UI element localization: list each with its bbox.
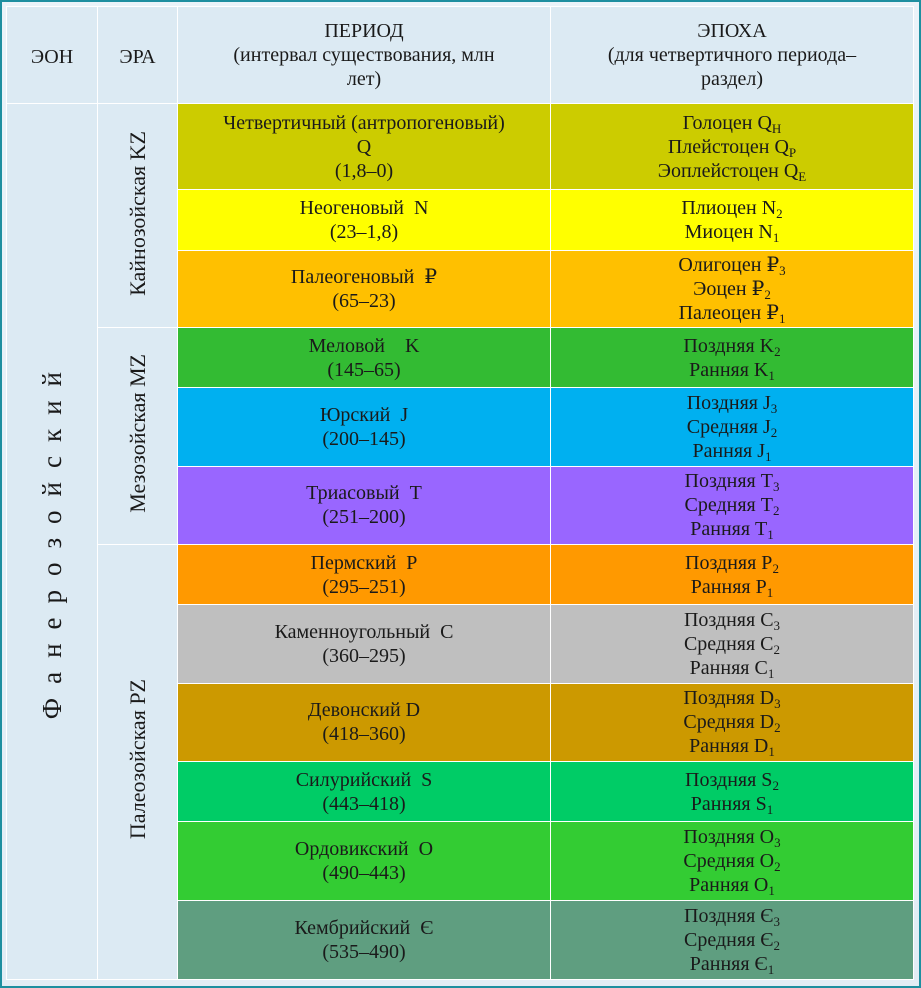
epoch-name: Средняя O xyxy=(683,849,775,872)
epoch-item xyxy=(551,873,913,897)
epoch-name: Ранняя K xyxy=(689,358,769,381)
header-period-line: лет) xyxy=(346,68,382,90)
period-line: Палеогеновый ₽ xyxy=(290,265,438,288)
epoch-index: 2 xyxy=(764,286,771,302)
epoch-index: 1 xyxy=(772,230,780,246)
epoch-item xyxy=(551,111,913,135)
epoch-cell xyxy=(551,683,914,761)
table-body xyxy=(7,104,914,980)
period-cell xyxy=(178,190,551,250)
epoch-name: Палеоцен ₽ xyxy=(678,301,779,324)
epoch-item xyxy=(551,135,913,159)
epoch-index: H xyxy=(771,120,782,136)
eon-name: Фанерозойский xyxy=(36,358,67,720)
epoch-index: 2 xyxy=(774,720,781,736)
period-line: (490–443) xyxy=(322,861,406,884)
epoch-item xyxy=(551,493,913,517)
epoch-name: Ранняя S xyxy=(690,792,767,815)
epoch-index: 1 xyxy=(765,448,772,464)
epoch-name: Средняя T xyxy=(684,494,773,517)
period-cell xyxy=(178,605,551,683)
epoch-index: 3 xyxy=(774,834,781,850)
period-line: (251–200) xyxy=(322,506,406,529)
epoch-name: Средняя J xyxy=(686,415,771,438)
epoch-name: Голоцен Q xyxy=(682,111,772,134)
epoch-index: 2 xyxy=(773,641,781,657)
epoch-index: 1 xyxy=(778,310,786,326)
epoch-name: Средняя Є xyxy=(684,928,774,951)
epoch-item xyxy=(551,656,913,680)
epoch-index: 1 xyxy=(767,665,775,681)
epoch-item xyxy=(551,768,913,792)
epoch-item xyxy=(551,159,913,183)
table-row xyxy=(7,328,914,388)
epoch-item xyxy=(551,439,913,463)
epoch-index: 1 xyxy=(768,744,775,760)
epoch-item xyxy=(551,904,913,928)
epoch-item xyxy=(551,334,913,358)
epoch-item xyxy=(551,469,913,493)
period-cell xyxy=(178,544,551,604)
epoch-name: Поздняя D xyxy=(683,687,775,710)
epoch-name: Ранняя C xyxy=(689,656,768,679)
epoch-item xyxy=(551,517,913,541)
epoch-item xyxy=(551,952,913,976)
period-line: (65–23) xyxy=(332,289,396,312)
period-cell xyxy=(178,822,551,900)
epoch-name: Средняя D xyxy=(683,711,775,734)
epoch-name: Средняя C xyxy=(683,632,774,655)
epoch-item xyxy=(551,575,913,599)
epoch-index: 2 xyxy=(770,424,778,440)
epoch-item xyxy=(551,391,913,415)
period-line: (360–295) xyxy=(322,644,406,667)
era-cell xyxy=(98,328,178,545)
epoch-name: Ранняя T xyxy=(690,518,768,541)
epoch-cell xyxy=(551,190,914,250)
epoch-item xyxy=(551,301,913,325)
epoch-item xyxy=(551,277,913,301)
epoch-index: 2 xyxy=(774,858,781,874)
era-name: Кайнозойская KZ xyxy=(124,130,150,296)
eon-cell xyxy=(7,104,98,980)
epoch-name: Поздняя T xyxy=(684,470,773,493)
period-line: Девонский D xyxy=(307,699,421,722)
period-cell xyxy=(178,328,551,388)
epoch-name: Поздняя S xyxy=(685,768,773,791)
header-period-line: ПЕРИОД xyxy=(324,20,404,42)
epoch-cell xyxy=(551,544,914,604)
period-line: (23–1,8) xyxy=(329,221,399,244)
header-epoch xyxy=(551,7,914,104)
epoch-index: 3 xyxy=(772,479,780,495)
epoch-name: Поздняя O xyxy=(683,825,775,848)
period-line: Четвертичный (антропогеновый) xyxy=(223,111,505,134)
period-cell xyxy=(178,466,551,544)
epoch-cell xyxy=(551,761,914,821)
period-line: Каменноугольный C xyxy=(274,620,454,643)
epoch-item xyxy=(551,632,913,656)
epoch-index: 1 xyxy=(766,801,774,817)
header-epoch-line: (для четвертичного периода– xyxy=(607,44,857,66)
epoch-item xyxy=(551,608,913,632)
epoch-item xyxy=(551,415,913,439)
epoch-index: 3 xyxy=(779,262,786,278)
period-line: (145–65) xyxy=(327,358,401,381)
period-line: Пермский P xyxy=(310,551,418,574)
epoch-index: 2 xyxy=(772,560,779,576)
period-cell xyxy=(178,104,551,190)
epoch-cell xyxy=(551,466,914,544)
epoch-name: Плейстоцен Q xyxy=(667,135,789,158)
epoch-name: Ранняя Є xyxy=(689,952,768,975)
epoch-item xyxy=(551,849,913,873)
epoch-index: 2 xyxy=(776,206,783,222)
epoch-item xyxy=(551,551,913,575)
epoch-item xyxy=(551,358,913,382)
period-line: Кембрийский Є xyxy=(294,916,434,939)
period-line: (200–145) xyxy=(322,427,406,450)
epoch-name: Поздняя J xyxy=(686,391,771,414)
epoch-item xyxy=(551,710,913,734)
epoch-item xyxy=(551,825,913,849)
epoch-name: Эоплейстоцен Q xyxy=(657,159,799,182)
epoch-name: Ранняя O xyxy=(689,873,769,896)
epoch-cell xyxy=(551,250,914,327)
period-cell xyxy=(178,250,551,327)
epoch-index: 3 xyxy=(770,400,778,416)
epoch-index: 1 xyxy=(767,961,775,977)
epoch-name: Олигоцен ₽ xyxy=(678,253,780,276)
epoch-name: Эоцен ₽ xyxy=(693,277,765,300)
epoch-item xyxy=(551,220,913,244)
epoch-index: 3 xyxy=(773,913,780,929)
period-line: Силурийский S xyxy=(295,768,433,791)
epoch-name: Ранняя P xyxy=(690,575,767,598)
epoch-name: Миоцен N xyxy=(684,221,773,244)
epoch-index: P xyxy=(788,144,797,160)
table-row xyxy=(7,104,914,190)
epoch-name: Поздняя Є xyxy=(684,904,774,927)
epoch-cell xyxy=(551,104,914,190)
epoch-item xyxy=(551,734,913,758)
epoch-index: 2 xyxy=(772,503,780,519)
epoch-cell xyxy=(551,900,914,979)
epoch-cell xyxy=(551,605,914,683)
era-cell xyxy=(98,544,178,979)
period-line: Юрский J xyxy=(319,403,409,426)
geologic-time-table xyxy=(6,6,914,980)
epoch-item xyxy=(551,792,913,816)
period-cell xyxy=(178,388,551,466)
period-line: Триасовый T xyxy=(306,482,422,505)
epoch-item xyxy=(551,196,913,220)
period-line: (418–360) xyxy=(322,723,406,746)
period-cell xyxy=(178,683,551,761)
header-epoch-line: ЭПОХА xyxy=(697,20,767,42)
header-period xyxy=(178,7,551,104)
epoch-name: Ранняя D xyxy=(689,735,769,758)
epoch-item xyxy=(551,928,913,952)
header-epoch-line: раздел) xyxy=(700,68,764,90)
epoch-index: 1 xyxy=(768,367,775,383)
table-row xyxy=(7,544,914,604)
header-period-line: (интервал существования, млн xyxy=(233,44,495,66)
epoch-index: 2 xyxy=(772,777,779,793)
period-line: (443–418) xyxy=(322,792,406,815)
period-line: (1,8–0) xyxy=(334,159,394,182)
epoch-name: Поздняя K xyxy=(683,334,775,357)
epoch-cell xyxy=(551,328,914,388)
epoch-index: E xyxy=(798,168,807,184)
epoch-index: 1 xyxy=(767,527,774,543)
period-cell xyxy=(178,761,551,821)
header-eon: ЭОН xyxy=(7,7,98,104)
epoch-index: 2 xyxy=(774,343,781,359)
period-line: (535–490) xyxy=(322,940,406,963)
epoch-cell xyxy=(551,822,914,900)
period-line: Ордовикский O xyxy=(294,837,434,860)
epoch-item xyxy=(551,686,913,710)
epoch-name: Плиоцен N xyxy=(681,197,777,220)
era-name: Палеозойская PZ xyxy=(124,679,150,840)
epoch-cell xyxy=(551,388,914,466)
epoch-index: 2 xyxy=(773,937,780,953)
epoch-index: 1 xyxy=(766,584,774,600)
era-name: Мезозойская MZ xyxy=(124,354,150,513)
period-line: Меловой K xyxy=(308,334,420,357)
epoch-name: Ранняя J xyxy=(692,439,766,462)
period-line: (295–251) xyxy=(322,575,406,598)
period-line: Q xyxy=(356,135,372,158)
epoch-name: Поздняя C xyxy=(683,608,774,631)
epoch-index: 3 xyxy=(773,617,781,633)
header-era: ЭРА xyxy=(98,7,178,104)
epoch-index: 1 xyxy=(768,882,775,898)
epoch-item xyxy=(551,253,913,277)
era-cell xyxy=(98,104,178,328)
period-line: Неогеновый N xyxy=(299,197,429,220)
epoch-index: 3 xyxy=(774,696,781,712)
epoch-name: Поздняя P xyxy=(685,551,773,574)
period-cell xyxy=(178,900,551,979)
